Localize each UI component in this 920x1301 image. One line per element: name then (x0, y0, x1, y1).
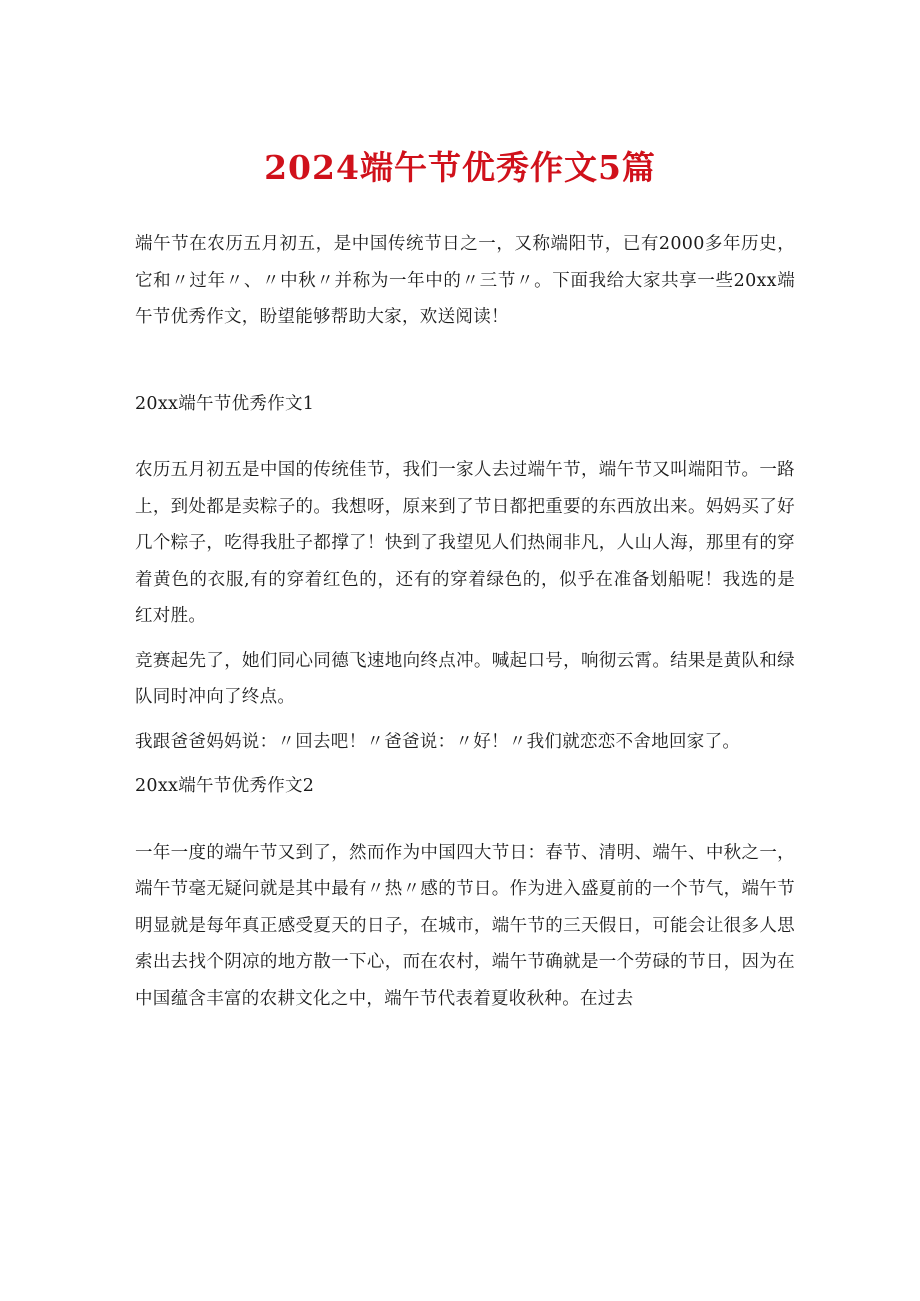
intro-paragraph: 端午节在农历五月初五，是中国传统节日之一，又称端阳节，已有2000多年历史，它和〃过年〃、〃中秋〃并称为一年中的〃三节〃。下面我给大家共享一些20xx端午节优秀作文，盼望能够帮助大家，欢送阅读！ (135, 234, 795, 327)
essay-1-paragraph-3: 我跟爸爸妈妈说：〃回去吧！〃爸爸说：〃好！〃我们就恋恋不舍地回家了。 (135, 731, 741, 752)
essay-1-heading: 20xx端午节优秀作文1 (135, 393, 315, 414)
essay-1-paragraph-2: 竞赛起先了，她们同心同德飞速地向终点冲。喊起口号，响彻云霄。结果是黄队和绿队同时冲向了终点。 (135, 650, 795, 707)
essay-2-heading: 20xx端午节优秀作文2 (135, 776, 315, 796)
document-body (135, 226, 795, 1017)
document-title: 2024端午节优秀作文5篇 (264, 148, 656, 187)
essay-1-paragraph-1: 农历五月初五是中国的传统佳节，我们一家人去过端午节，端午节又叫端阳节。一路上，到处都是卖粽子的。我想呀，原来到了节日都把重要的东西放出来。妈妈买了好几个粽子，吃得我肚子都撑了！快到了我望见人们热闹非凡，人山人海，那里有的穿着黄色的衣服,有的穿着红色的，还有的穿着绿色的，似乎在准备划船呢！我选的是红对胜。 (135, 460, 795, 626)
essay-2-paragraph-1: 一年一度的端午节又到了，然而作为中国四大节日：春节、清明、端午、中秋之一，端午节毫无疑问就是其中最有〃热〃感的节日。作为进入盛夏前的一个节气，端午节明显就是每年真正感受夏天的日子，在城市，端午节的三天假日，可能会让很多人思索出去找个阴凉的地方散一下心，而在农村，端午节确就是一个劳碌的节日，因为在中国蕴含丰富的农耕文化之中，端午节代表着夏收秋种。在过去 (135, 842, 795, 1009)
